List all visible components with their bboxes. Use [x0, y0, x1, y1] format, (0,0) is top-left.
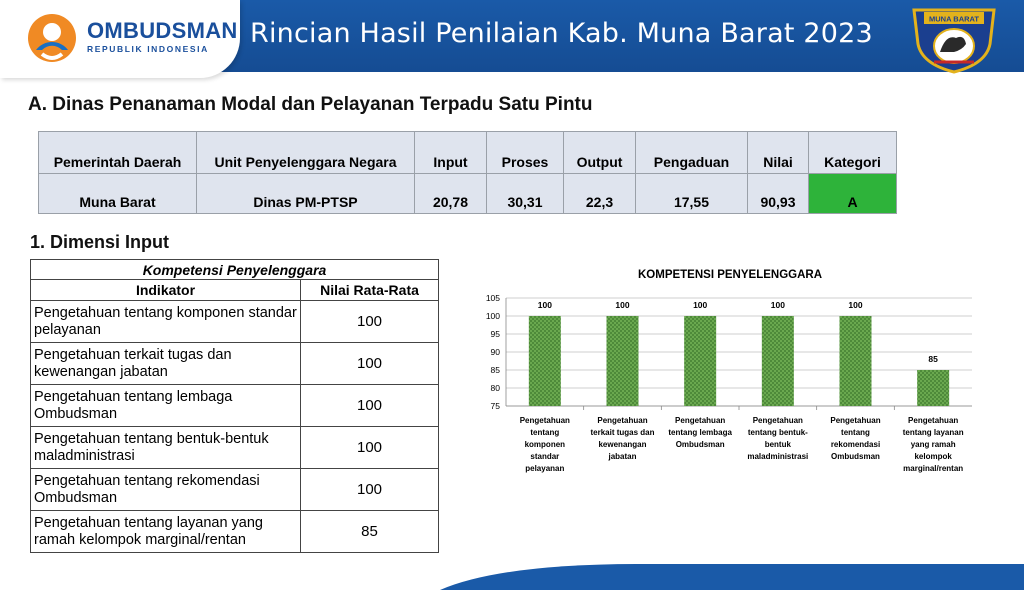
chart-bar — [529, 316, 561, 406]
section-1-title: 1. Dimensi Input — [30, 232, 170, 252]
x-tick-label: maladministrasi — [747, 452, 809, 461]
table-row — [31, 301, 439, 343]
y-tick-label: 80 — [490, 383, 500, 393]
data-label: 100 — [770, 300, 785, 310]
x-tick-label: Pengetahuan — [830, 416, 881, 425]
data-label: 100 — [848, 300, 863, 310]
x-tick-label: kelompok — [914, 452, 952, 461]
nilai-cell: 100 — [301, 343, 439, 385]
logo-subtitle: REPUBLIK INDONESIA — [87, 44, 209, 54]
y-tick-label: 85 — [490, 365, 500, 375]
x-tick-label: Pengetahuan — [908, 416, 959, 425]
indikator-cell: Pengetahuan tentang komponen standar pelayanan — [31, 301, 301, 343]
header-pemerintah-daerah: Pemerintah Daerah — [39, 132, 197, 174]
header-input: Input — [415, 132, 487, 174]
chart-bar — [917, 370, 949, 406]
summary-data-row — [39, 174, 897, 214]
chart-bar — [840, 316, 872, 406]
logo-text — [87, 20, 238, 54]
x-tick-label: yang ramah — [910, 440, 956, 449]
x-tick-label: komponen — [524, 440, 566, 449]
nilai-cell: 100 — [301, 469, 439, 511]
header — [0, 0, 1024, 78]
x-tick-label: tentang bentuk- — [747, 428, 808, 437]
x-tick-label: Pengetahuan — [675, 416, 726, 425]
section-a-title: A. Dinas Penanaman Modal dan Pelayanan Terpadu Satu Pintu — [28, 94, 593, 115]
header-nilai-rata-rata: Nilai Rata-Rata — [301, 280, 439, 301]
chart-bar — [762, 316, 794, 406]
indicator-caption: Kompetensi Penyelenggara — [31, 260, 439, 280]
cell-unit-penyelenggara: Dinas PM-PTSP — [197, 174, 415, 214]
table-row — [31, 427, 439, 469]
x-tick-label: tentang — [841, 428, 870, 437]
y-tick-label: 105 — [485, 293, 500, 303]
indicator-caption-row — [31, 260, 439, 280]
indikator-cell: Pengetahuan tentang bentuk-bentuk maladministrasi — [31, 427, 301, 469]
chart-title: KOMPETENSI PENYELENGGARA — [637, 269, 823, 281]
x-tick-label: Pengetahuan — [752, 416, 803, 425]
data-label: 100 — [693, 300, 708, 310]
kompetensi-chart — [450, 256, 980, 486]
y-tick-label: 95 — [490, 329, 500, 339]
x-tick-label: tentang layanan — [902, 428, 964, 437]
header-kategori: Kategori — [809, 132, 897, 174]
cell-proses: 30,31 — [487, 174, 564, 214]
cell-nilai: 90,93 — [748, 174, 809, 214]
header-proses: Proses — [487, 132, 564, 174]
table-row — [31, 511, 439, 553]
nilai-cell: 85 — [301, 511, 439, 553]
logo-title: OMBUDSMAN — [87, 18, 238, 43]
nilai-cell: 100 — [301, 427, 439, 469]
table-row — [31, 343, 439, 385]
x-tick-label: rekomendasi — [830, 440, 881, 449]
x-tick-label: marginal/rentan — [903, 464, 964, 473]
summary-header-row — [39, 132, 897, 174]
nilai-cell: 100 — [301, 301, 439, 343]
cell-pemerintah-daerah: Muna Barat — [39, 174, 197, 214]
y-tick-label: 90 — [490, 347, 500, 357]
table-row — [31, 469, 439, 511]
indikator-cell: Pengetahuan tentang layanan yang ramah kelompok marginal/rentan — [31, 511, 301, 553]
chart-bar — [607, 316, 639, 406]
header-output: Output — [564, 132, 636, 174]
x-tick-label: Ombudsman — [831, 452, 880, 461]
nilai-cell: 100 — [301, 385, 439, 427]
x-tick-label: standar — [530, 452, 560, 461]
emblem-label: MUNA BARAT — [929, 14, 979, 24]
chart-bar — [684, 316, 716, 406]
data-label: 100 — [615, 300, 630, 310]
logo-panel — [0, 0, 240, 78]
data-label: 100 — [537, 300, 552, 310]
x-tick-label: kewenangan — [598, 440, 647, 449]
x-tick-label: tentang — [530, 428, 560, 437]
x-tick-label: Pengetahuan — [597, 416, 648, 425]
cell-output: 22,3 — [564, 174, 636, 214]
x-tick-label: jabatan — [608, 452, 637, 461]
cell-kategori: A — [809, 174, 897, 214]
decorative-wave — [440, 560, 1024, 590]
y-tick-label: 100 — [485, 311, 500, 321]
indicator-table — [30, 259, 439, 553]
cell-input: 20,78 — [415, 174, 487, 214]
indicator-header-row — [31, 280, 439, 301]
indikator-cell: Pengetahuan tentang rekomendasi Ombudsman — [31, 469, 301, 511]
header-unit-penyelenggara: Unit Penyelenggara Negara — [197, 132, 415, 174]
header-nilai: Nilai — [748, 132, 809, 174]
header-pengaduan: Pengaduan — [636, 132, 748, 174]
summary-table — [38, 131, 897, 214]
x-tick-label: Pengetahuan — [519, 416, 570, 425]
data-label: 85 — [928, 354, 938, 364]
indikator-cell: Pengetahuan tentang lembaga Ombudsman — [31, 385, 301, 427]
muna-barat-emblem-icon — [906, 4, 1002, 74]
ombudsman-logo-icon — [22, 10, 82, 66]
x-tick-label: tentang lembaga — [668, 428, 732, 437]
cell-pengaduan: 17,55 — [636, 174, 748, 214]
x-tick-label: pelayanan — [525, 464, 565, 473]
x-tick-label: terkait tugas dan — [590, 428, 655, 437]
x-tick-label: Ombudsman — [675, 440, 725, 449]
indikator-cell: Pengetahuan terkait tugas dan kewenangan jabatan — [31, 343, 301, 385]
x-tick-label: bentuk — [764, 440, 791, 449]
y-tick-label: 75 — [490, 401, 500, 411]
header-indikator: Indikator — [31, 280, 301, 301]
page-title: Rincian Hasil Penilaian Kab. Muna Barat 2023 — [250, 18, 873, 49]
table-row — [31, 385, 439, 427]
